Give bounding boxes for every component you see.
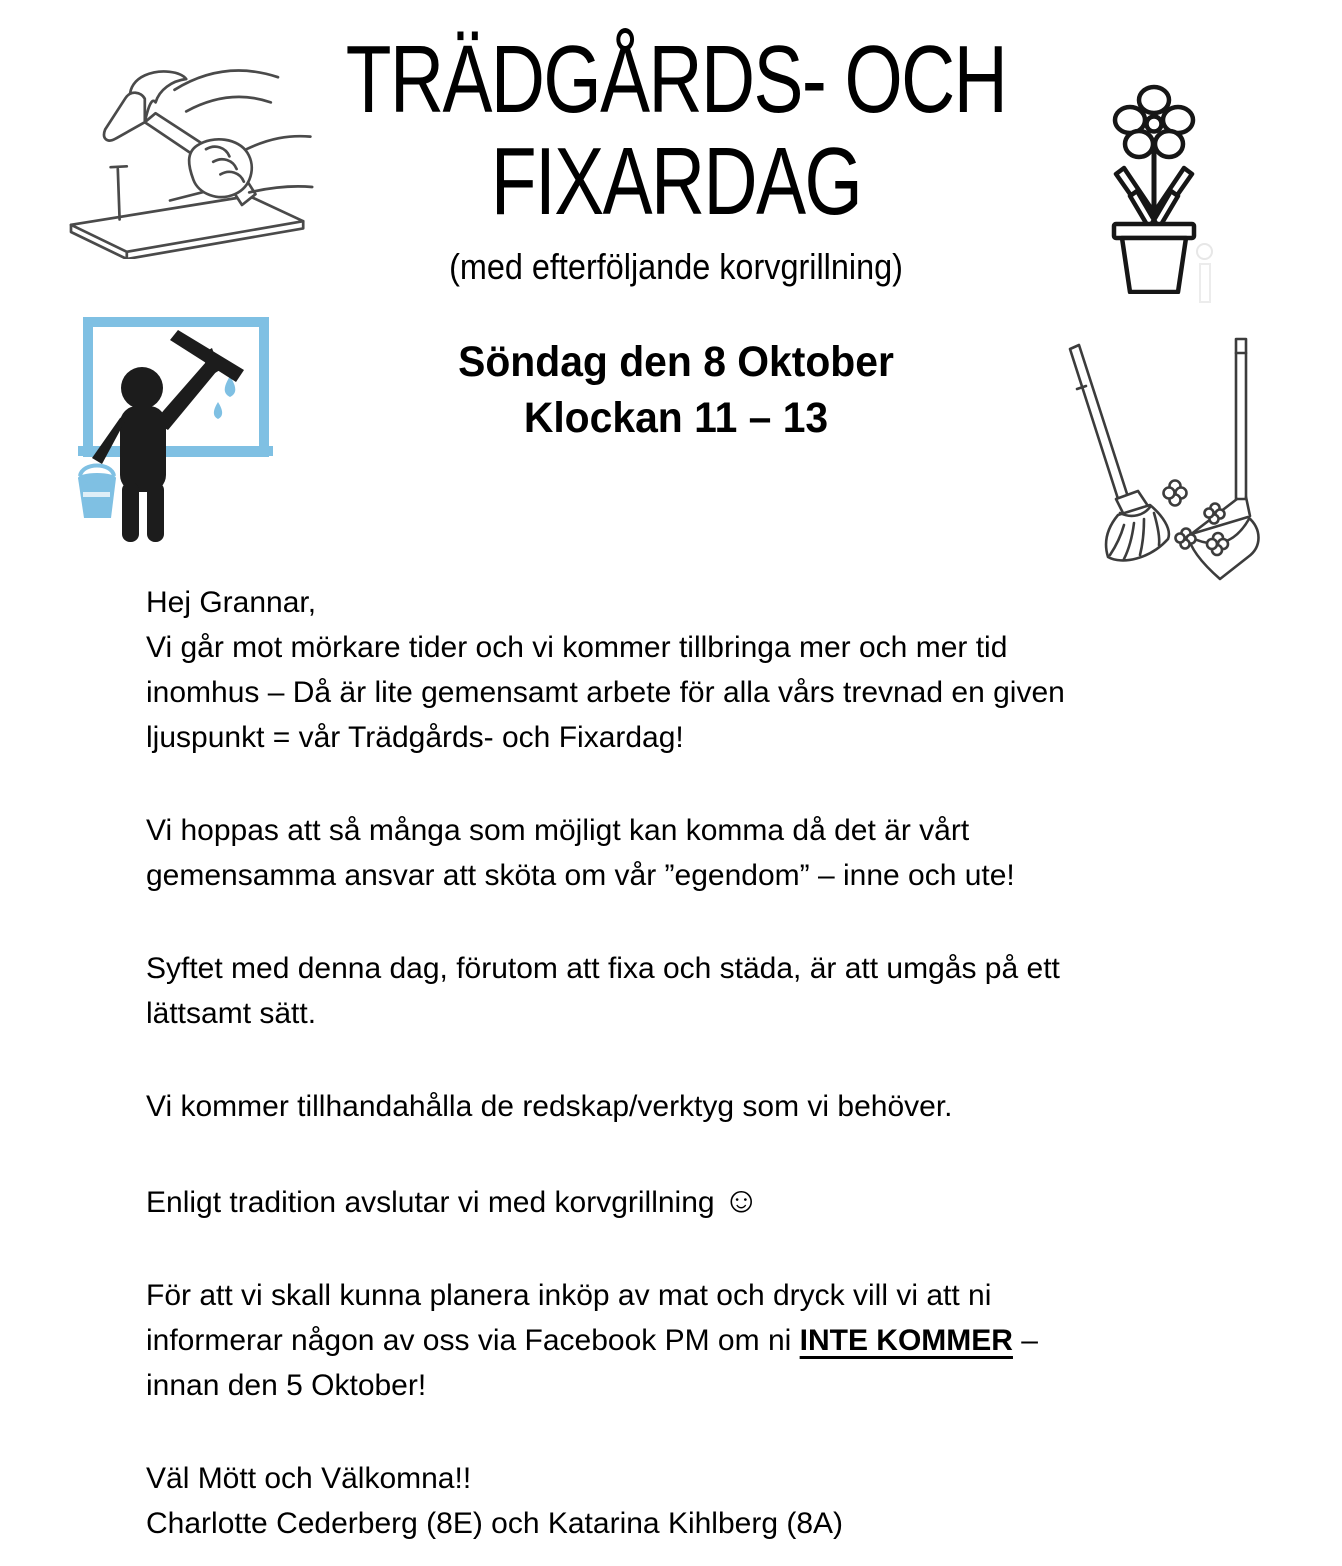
p1-line3: ljuspunkt = vår Trädgårds- och Fixardag!	[146, 721, 684, 754]
flyer-body	[146, 580, 1306, 1546]
p3-line2: lättsamt sätt.	[146, 997, 317, 1030]
p1-line1: Vi går mot mörkare tider och vi kommer tillbringa mer och mer tid	[146, 631, 1008, 664]
closing-line: Väl Mött och Välkomna!!	[146, 1462, 472, 1495]
page-subtitle: (med efterföljande korvgrillning)	[449, 246, 903, 287]
event-time: Klockan 11 – 13	[523, 394, 829, 442]
smiley-face-icon: ☺	[722, 1179, 760, 1220]
signature-line: Charlotte Cederberg (8E) och Katarina Kihlberg (8A)	[146, 1507, 844, 1540]
p4-line1: Vi kommer tillhandahålla de redskap/verktyg som vi behöver.	[146, 1090, 953, 1123]
p6-line2-post: –	[1012, 1324, 1038, 1357]
page-title-line1: TRÄDGÅRDS- OCH	[345, 26, 1007, 133]
page-title-line2: FIXARDAG	[490, 128, 862, 235]
flyer-header	[150, 28, 1202, 446]
paragraph-tools	[146, 1084, 1306, 1129]
paragraph-hope	[146, 808, 1306, 898]
paragraph-greeting-intro	[146, 580, 1306, 760]
p6-line1: För att vi skall kunna planera inköp av mat och dryck vill vi att ni	[146, 1279, 992, 1312]
paragraph-signature	[146, 1456, 1306, 1546]
p1-line2: inomhus – Då är lite gemensamt arbete för alla vårs trevnad en given	[146, 676, 1065, 709]
p6-line3: innan den 5 Oktober!	[146, 1369, 427, 1402]
inte-kommer-emphasis: INTE KOMMER	[799, 1324, 1013, 1357]
event-date: Söndag den 8 Oktober	[458, 338, 894, 386]
greeting-line: Hej Grannar,	[146, 586, 317, 619]
paragraph-purpose	[146, 946, 1306, 1036]
event-date-time	[176, 334, 1175, 446]
p2-line1: Vi hoppas att så många som möjligt kan komma då det är vårt	[146, 814, 970, 847]
p5-line1: Enligt tradition avslutar vi med korvgrillning	[146, 1186, 723, 1219]
p3-line1: Syftet med denna dag, förutom att fixa och städa, är att umgås på ett	[146, 952, 1060, 985]
paragraph-rsvp	[146, 1273, 1306, 1408]
paragraph-tradition	[146, 1177, 1306, 1225]
p6-line2-pre: informerar någon av oss via Facebook PM om ni	[146, 1324, 800, 1357]
p2-line2: gemensamma ansvar att sköta om vår ”egendom” – inne och ute!	[146, 859, 1015, 892]
